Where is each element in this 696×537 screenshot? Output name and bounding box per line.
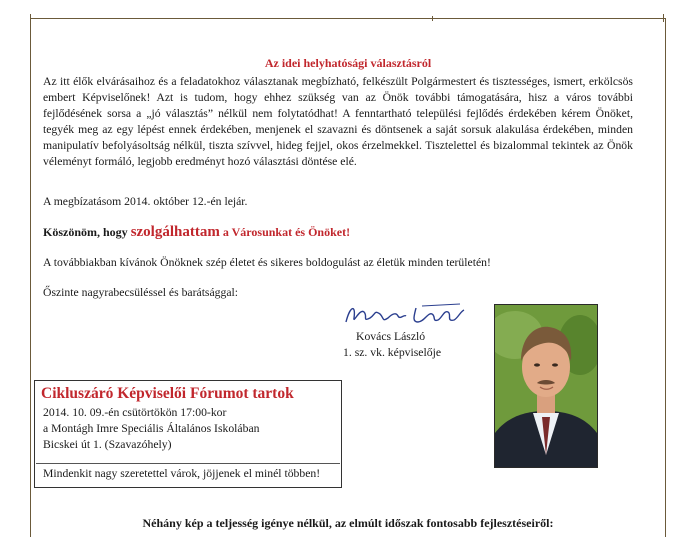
frame-right-line [665, 18, 666, 537]
frame-top-line [30, 18, 666, 19]
letter-paragraph: Az itt élők elvárásaihoz és a feladatokhoz választanak megbízható, felkészült Polgármestert és tisztességes, ismert, erkölcsös embert Képviselőnek! Azt is tudom, hogy ehhez szükség van az Önök további támogatására, hisz a város további fejlődésének sorsa a „jó választás” nélkül nem folytatódhat! A fenntartható települési fejlődés érdekében kérem Önöket, tegyék meg az egy lépést ennek érdekében, menjenek el szavazni és döntsenek a saját sorsuk alakulása érdekében, minden manipulatív befolyásoltság nélkül, tiszta szívvel, hideg fejjel, okos érzelmekkel. Tisztelettel és bizalommal tekintek az Önök véleményt formáló, legjobb eredményt hozó választási döntése elé. [43, 75, 633, 168]
forum-address: Bicskei út 1. (Szavazóhely) [43, 438, 172, 451]
handwritten-signature [342, 298, 472, 330]
fold-mark [30, 14, 31, 22]
photos-section-heading: Néhány kép a teljesség igénye nélkül, az elmúlt időszak fontosabb fejlesztéseiről: [142, 516, 554, 530]
forum-divider [36, 463, 340, 464]
forum-date: 2014. 10. 09.-én csütörtökön 17:00-kor [43, 406, 227, 419]
frame-left-line [30, 18, 31, 537]
signer-name: Kovács László [356, 330, 426, 343]
wishes-text: A továbbiakban kívánok Önöknek szép életet és sikeres boldogulást az életük minden területén! [43, 256, 491, 269]
letter-title: Az idei helyhatósági választásról [264, 56, 432, 70]
forum-invite: Mindenkit nagy szeretettel várok, jöjjenek el minél többen! [43, 467, 321, 480]
mandate-expiry-text: A megbízatásom 2014. október 12.-én lejár. [43, 195, 248, 208]
forum-venue: a Montágh Imre Speciális Általános Iskolában [43, 422, 260, 435]
thanks-line [43, 224, 633, 240]
portrait-illustration [495, 305, 597, 467]
fold-mark [432, 16, 433, 21]
thanks-part2: a Városunkat és Önöket! [219, 225, 351, 239]
thanks-part1: Köszönöm, hogy [43, 225, 131, 239]
signer-role: 1. sz. vk. képviselője [343, 346, 442, 359]
thanks-highlight: szolgálhattam [130, 224, 220, 240]
portrait-photo [494, 304, 598, 468]
fold-mark [663, 14, 664, 22]
forum-title: Cikluszáró Képviselői Fórumot tartok [41, 385, 294, 402]
closing-text: Őszinte nagyrabecsüléssel és barátsággal: [43, 286, 239, 299]
